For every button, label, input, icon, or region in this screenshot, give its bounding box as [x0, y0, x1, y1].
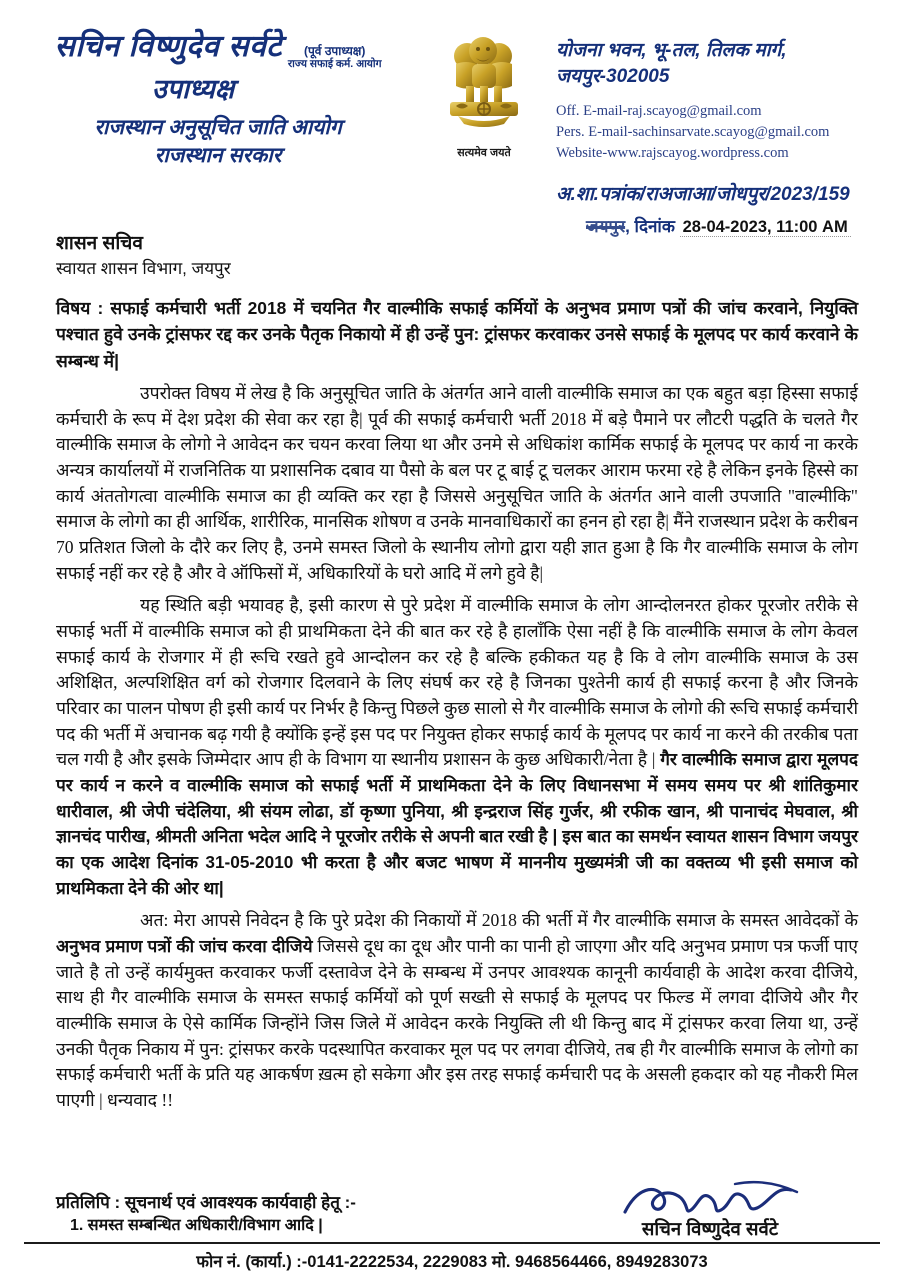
paragraph-2	[56, 593, 858, 901]
paragraph-2-regular: यह स्थिति बड़ी भयावह है, इसी कारण से पुरे प्रदेश में वाल्मीकि समाज के लोग आन्दोलनरत होकर पूरजोर तरीके से सफाई भर्ती में वाल्मीकि समाज को ही प्राथमिकता देने की बात कर रहे है हालाँकि ऐसा नहीं है कि वाल्मीकि समाज के लोग केवल सफाई कार्य के रोजगार में ही रूचि रखते हुवे आन्दोलन कर रहे है बल्कि हकीकत यह है कि वे लोग वाल्मीकि समाज के उस अशिक्षित, अल्पशिक्षित वर्ग को रोजगार दिलवाने के लिए संघर्ष कर रहे है जिनका पुश्तेनी कार्य ही सफाई करना है और जिनके परिवार का पालन पोषण ही इसी कार्य पर निर्भर है किन्तु पिछले कुछ सालो से गैर वाल्मीकि समाज के लोगो की रूचि सफाई कर्मचारी पद की भर्ती में अचानक बढ़ गयी है क्योंकि इन्हें इस पद पर नियुक्त होकर सफाई कार्य के मूलपद पर कार्य ना करने की तरकीब पता चल गयी है और इसके जिम्मेदार आप ही के विभाग या स्थानीय प्रशासन के कुछ अधिकारी/नेता है |	[56, 595, 858, 770]
paragraph-2-bold: गैर वाल्मीकि समाज द्वारा मूलपद पर कार्य न करने व वाल्मीकि समाज को सफाई भर्ती में प्राथमिकता देने के लिए विधानसभा में समय समय पर श्री शांतिकुमार धारीवाल, श्री जेपी चंदेलिया, श्री संयम लोढा, डॉ कृष्णा पुनिया, श्री इन्द्रराज सिंह गुर्जर, श्री रफीक खान, श्री पानाचंद मेघवाल, श्री ज्ञानचंद पारीख, श्रीमती अनिता भदेल आदि ने पूरजोर तरीके से अपनी बात रखी है | इस बात का समर्थन स्वायत शासन विभाग जयपुर का एक आदेश दिनांक 31-05-2010 भी करता है और बजट भाषण में माननीय मुख्यमंत्री जी का वक्तव्य भी इसी समाज को प्राथमिकता देने की ओर था|	[56, 749, 858, 898]
letterhead-right-block	[556, 38, 896, 206]
paragraph-3-bold: अनुभव प्रमाण पत्रों की जांच करवा दीजिये	[56, 936, 313, 957]
footer-divider	[24, 1242, 880, 1244]
date-line: जयपुर, दिनांक 28-04-2023, 11:00 AM	[586, 214, 851, 237]
recipient-department: स्वायत शासन विभाग, जयपुर	[56, 258, 231, 278]
letter-body	[0, 232, 904, 1114]
former-designation-block	[288, 30, 382, 71]
letterhead-left-block	[18, 30, 418, 171]
officer-name: सचिन विष्णुदेव सर्वटे	[54, 30, 282, 63]
struck-place-name: जयपुर	[586, 217, 626, 236]
paragraph-3-regular-end: जिससे दूध का दूध और पानी का पानी हो जाएगा और यदि अनुभव प्रमाण पत्र फर्जी पाए जाते है तो उन्हें कार्यमुक्त करवाकर फर्जी दस्तावेज देने के सम्बन्ध में उनपर आवश्यक कानूनी कार्यवाही के आदेश करवा दीजिये, साथ ही गैर वाल्मीकि समाज के समस्त सफाई कर्मियों को पूर्ण सख्ती से सफाई के मूलपद पर फिल्ड में लगवा दीजिये और गैर वाल्मीकि समाज के ऐसे कार्मिक जिन्होंने जिस जिले में आवेदन करके नियुक्ति ली थी किन्तु बाद में ट्रांसफर करवा लिया था, उन्हें उनकी पैतृक निकाय में पुन: ट्रांसफर करके पदस्थापित करवाकर मूल पद पर लगवा दीजिये, तब ही गैर वाल्मीकि समाज के लोगो का सफाई कर्मचारी भर्ती के प्रति यह आकर्षण ख़त्म हो सकेगा और इस तरह सफाई कर्मचारी पद के असली हकदार को यह नौकरी मिल पाएगी | धन्यवाद !!	[56, 936, 858, 1111]
reference-number	[556, 180, 896, 206]
designation-label: उपाध्यक्ष	[151, 73, 235, 104]
recipient-designation: शासन सचिव	[56, 233, 143, 254]
national-emblem	[424, 34, 544, 160]
government-name: राजस्थान सरकार	[154, 144, 282, 168]
office-email: Off. E-mail-raj.scayog@gmail.com	[556, 103, 762, 120]
contact-block	[556, 101, 896, 164]
ashoka-lion-capital-icon	[436, 34, 532, 144]
footer-phone-line: फोन नं. (कार्या.) :-0141-2222534, 2229083 मो. 9468564466, 8949283073	[196, 1253, 708, 1271]
subject-line	[56, 295, 858, 374]
emblem-motto: सत्यमेव जयते	[457, 147, 511, 159]
address-line-2: जयपुर-302005	[556, 65, 670, 87]
paragraph-1: उपरोक्त विषय में लेख है कि अनुसूचित जाति के अंतर्गत आने वाली वाल्मीकि समाज का एक बहुत बड़ा हिस्सा सफाई कर्मचारी के रूप में देश प्रदेश की सेवा कर रहा है| पूर्व की सफाई कर्मचारी भर्ती 2018 में बड़े पैमाने पर लौटरी पद्धति के चलते गैर वाल्मीकि समाज के लोगो ने आवेदन कर चयन करवा लिया था और उनमे से अधिकांश कार्मिक सफाई के मूलपद पर कार्य ना करके अन्यत्र कार्यालयों में राजनितिक या प्रशासनिक दबाव या पैसो के बल पर टू बाई टू चलकर आराम फरमा रहे है लेकिन इनके हिस्से का कार्य अंततोगत्वा वाल्मीकि समाज का ही व्यक्ति कर रहा है जिससे अनुसूचित जाति के अंतर्गत आने वाली उपजाति "वाल्मीकि" समाज के लोगो का ही आर्थिक, शारीरिक, मानसिक शोषण व उनके मानवाधिकारों का हनन हो रहा है| मैंने राजस्थान प्रदेश के करीबन 70 प्रतिशत जिलो के दौरे कर लिए है, उनमे समस्त जिलो के स्थानीय लोगो द्वारा यही ज्ञात हुआ है कि गैर वाल्मीकि समाज के लोग सफाई नहीं कर रहे है और वे ऑफिसों में, अधिकारियों के घरो आदि में लगे हुवे है|	[56, 382, 858, 583]
former-organization-label: राज्य सफाई कर्म. आयोग	[287, 58, 382, 71]
reference-number-text: अ.शा.पत्रांक/राअजाआ/जोधपुर/2023/159	[556, 184, 850, 206]
date-label: दिनांक	[634, 217, 675, 236]
copy-to-title: प्रतिलिपि : सूचनार्थ एवं आवश्यक कार्यवाही हेतू :-	[56, 1193, 356, 1212]
subject-text: सफाई कर्मचारी भर्ती 2018 में चयनित गैर वाल्मीकि सफाई कर्मियों के अनुभव प्रमाण पत्रों की जांच करवाने, नियुक्ति पश्चात हुवे उनके ट्रांसफर रद्द कर उनके पैतृक निकायो में ही उन्हें पुन: ट्रांसफर करवाकर उनसे सफाई के मूलपद पर कार्य करवाने के सम्बन्ध में|	[56, 297, 858, 371]
paragraph-3-regular-start: अत: मेरा आपसे निवेदन है कि पुरे प्रदेश की निकायों में 2018 की भर्ती में गैर वाल्मीकि समाज के समस्त आवेदकों के	[140, 910, 858, 931]
address-line-1: योजना भवन, भू-तल, तिलक मार्ग,	[556, 40, 787, 61]
signatory-name: सचिन विष्णुदेव सर्वटे	[641, 1218, 779, 1239]
commission-name: राजस्थान अनुसूचित जाति आयोग	[94, 115, 342, 139]
copy-to-item: 1. समस्त सम्बन्धित अधिकारी/विभाग आदि |	[70, 1216, 323, 1234]
website-url: Website-www.rajscayog.wordpress.com	[556, 145, 789, 162]
recipient-block	[56, 232, 858, 281]
date-value: 28-04-2023, 11:00 AM	[680, 218, 851, 237]
personal-email: Pers. E-mail-sachinsarvate.scayog@gmail.com	[556, 124, 830, 141]
subject-label: विषय :	[56, 297, 104, 318]
copy-to-block	[56, 1192, 356, 1237]
paragraph-3	[56, 908, 858, 1113]
signature-block	[570, 1178, 850, 1241]
letterhead-header	[0, 0, 904, 236]
former-post-label: (पूर्व उपाध्यक्ष)	[304, 44, 366, 58]
officer-name-row	[18, 30, 418, 71]
